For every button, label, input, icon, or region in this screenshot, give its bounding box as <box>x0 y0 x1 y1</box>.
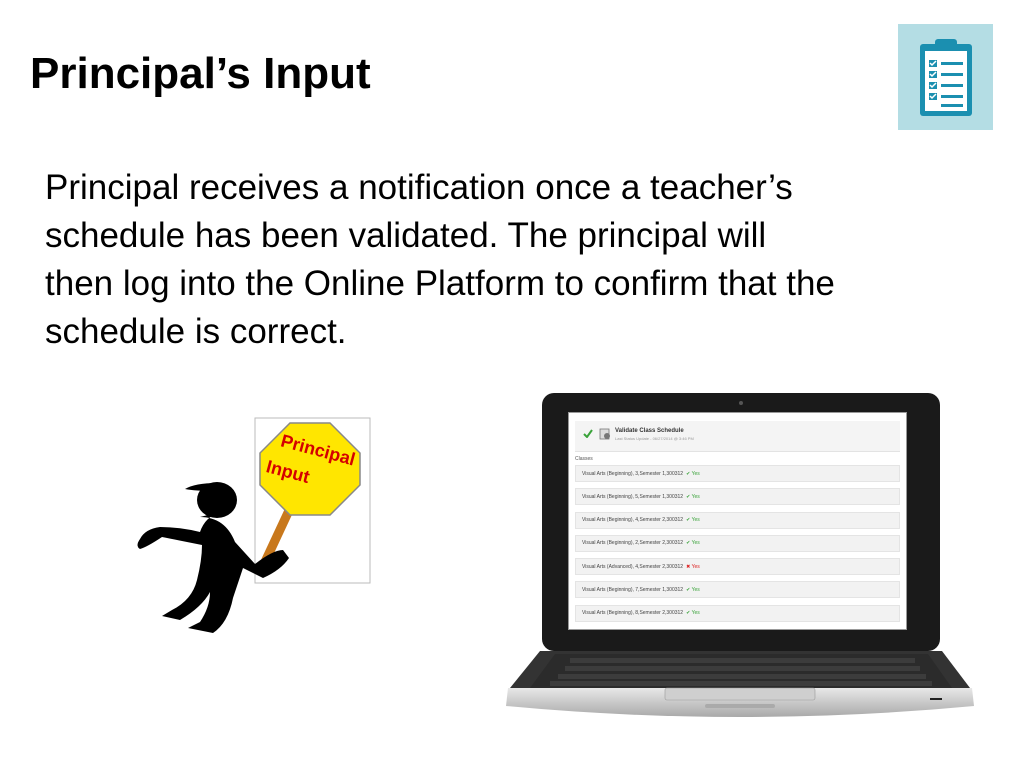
class-row[interactable] <box>575 465 900 482</box>
class-row-label: Visual Arts (Beginning), 2,Semester 2,300312 <box>582 540 684 547</box>
document-icon <box>599 428 611 440</box>
laptop-screen <box>568 412 907 630</box>
status-yes-check-icon: ✔ Yes <box>686 586 700 593</box>
class-row-status: Yes <box>691 470 700 477</box>
class-row-label: Visual Arts (Advanced), 4,Semester 2,300312 <box>582 563 684 570</box>
checkmark-icon <box>583 429 593 438</box>
validate-schedule-header <box>575 421 900 452</box>
class-row[interactable] <box>575 581 900 598</box>
class-row-status: Yes <box>691 563 700 570</box>
status-yes-check-icon: ✔ Yes <box>686 610 700 617</box>
validate-schedule-title: Validate Class Schedule <box>615 428 684 434</box>
class-row-status: Yes <box>691 540 700 547</box>
status-yes-check-icon: ✔ Yes <box>686 517 700 524</box>
class-row-status: Yes <box>691 586 700 593</box>
class-row[interactable] <box>575 535 900 552</box>
status-yes-check-icon: ✔ Yes <box>686 470 700 477</box>
class-row-label: Visual Arts (Beginning), 7,Semester 1,300312 <box>582 586 684 593</box>
class-row-label: Visual Arts (Beginning), 8,Semester 2,300312 <box>582 610 684 617</box>
sign-text-line2: Input <box>264 456 312 488</box>
clipboard-checklist-icon <box>898 24 993 130</box>
class-row[interactable] <box>575 512 900 529</box>
status-x-icon: ✖ Yes <box>686 563 700 570</box>
class-row-status: Yes <box>691 517 700 524</box>
sign-text-line1: Principal <box>278 430 358 470</box>
last-status-update: Last Status Update - 06/27/2014 @ 3:46 PM <box>615 436 694 441</box>
classes-label: Classes <box>575 456 593 462</box>
slide-title: Principal’s Input <box>30 49 371 98</box>
principal-sign-figure-illustration <box>105 415 380 670</box>
class-row-label: Visual Arts (Beginning), 5,Semester 1,300312 <box>582 493 684 500</box>
slide-body-text: Principal receives a notification once a teacher’s schedule has been validated. The principal will then log into the Online Platform to confirm that the schedule is correct. <box>45 168 835 351</box>
class-row[interactable] <box>575 558 900 575</box>
class-row[interactable] <box>575 605 900 622</box>
status-yes-check-icon: ✔ Yes <box>686 540 700 547</box>
class-row-status: Yes <box>691 493 700 500</box>
class-row-label: Visual Arts (Beginning), 4,Semester 2,300312 <box>582 517 684 524</box>
class-row[interactable] <box>575 488 900 505</box>
status-yes-check-icon: ✔ Yes <box>686 493 700 500</box>
class-row-label: Visual Arts (Beginning), 3,Semester 1,300312 <box>582 470 684 477</box>
class-row-status: Yes <box>691 610 700 617</box>
